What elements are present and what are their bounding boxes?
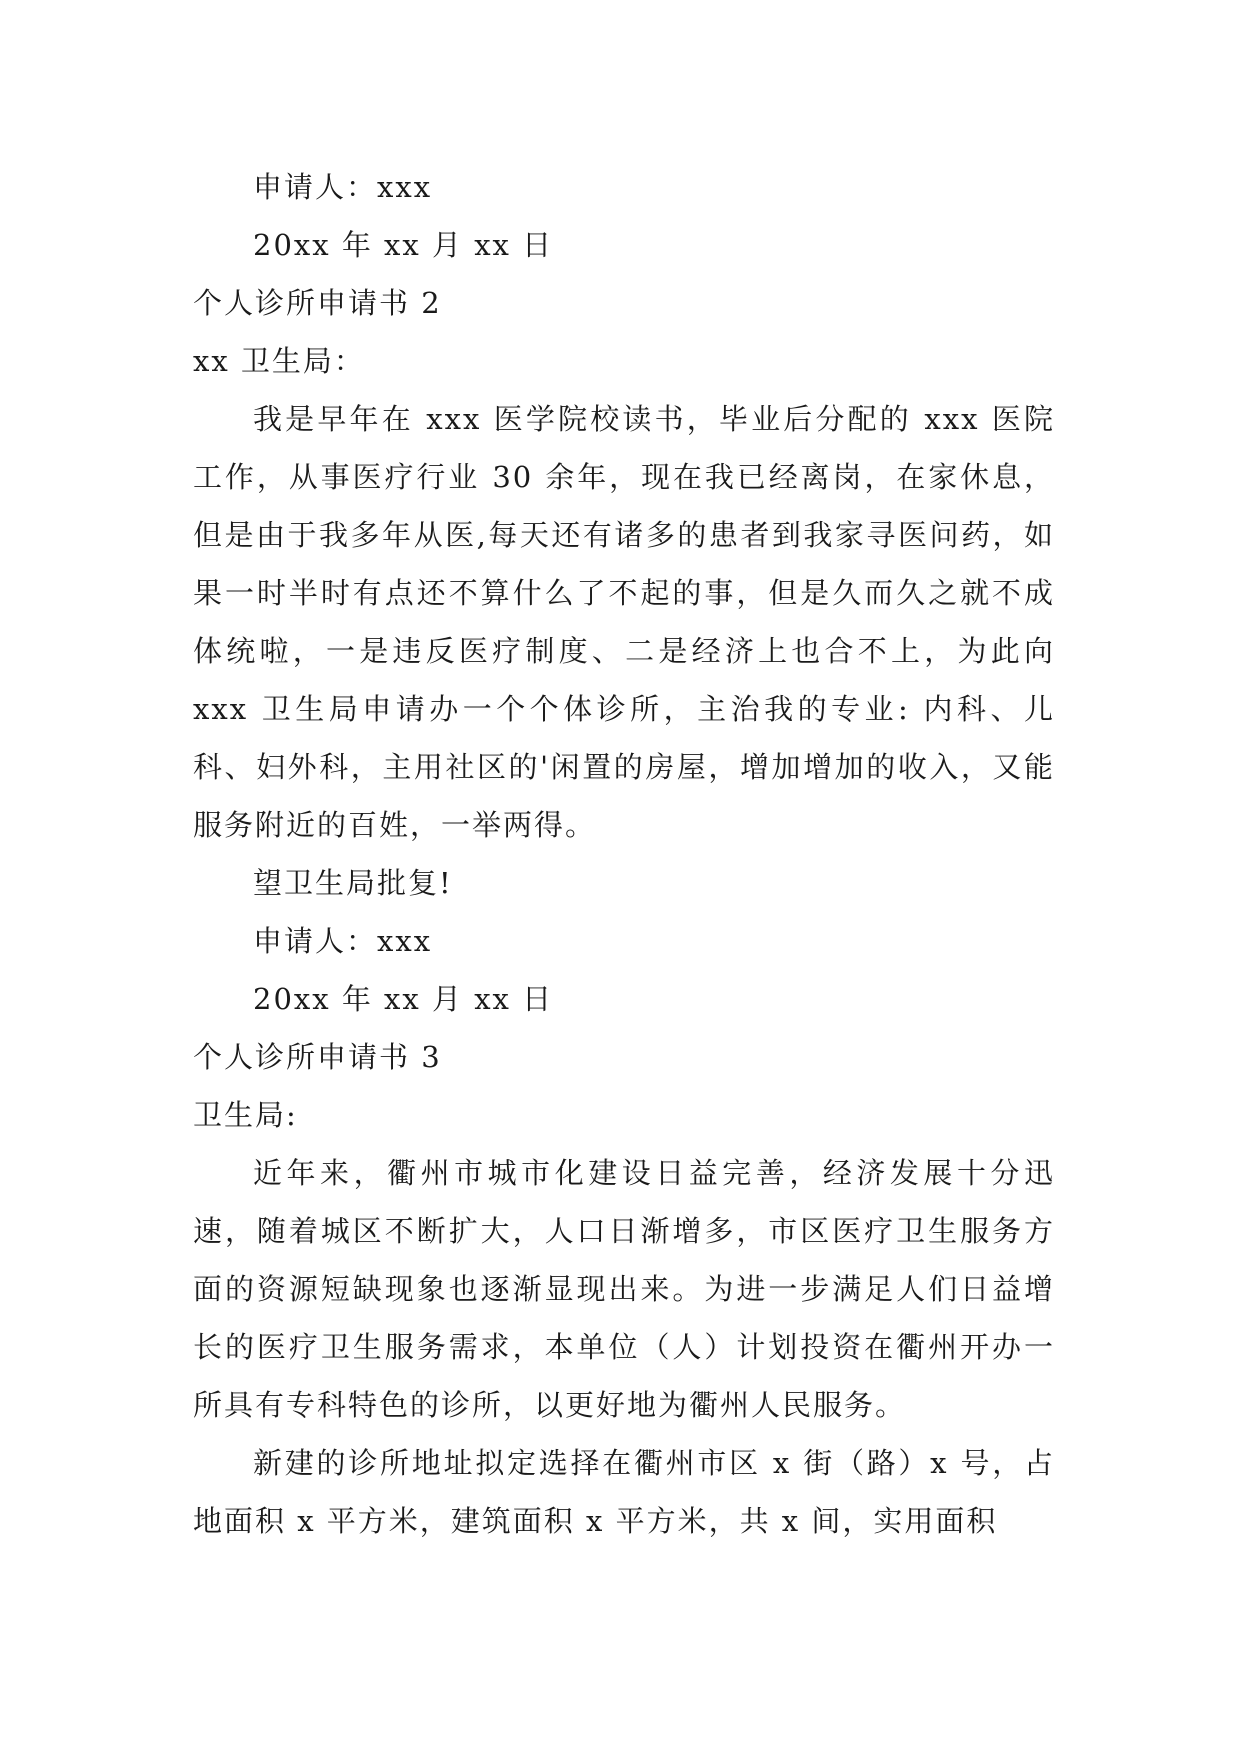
closing-line-2: 望卫生局批复! (253, 866, 453, 900)
date-line-1: 20xx 年 xx 月 xx 日 (253, 228, 554, 262)
applicant-signature-1: 申请人：xxx (253, 170, 433, 204)
body-paragraph-3b: 新建的诊所地址拟定选择在衢州市区 x 街（路）x 号，占地面积 x 平方米，建筑面积 x 平方米，共 x 间，实用面积 (193, 1446, 1055, 1538)
date-line-2: 20xx 年 xx 月 xx 日 (253, 982, 554, 1016)
body-paragraph-2: 我是早年在 xxx 医学院校读书，毕业后分配的 xxx 医院工作，从事医疗行业 30 余年，现在我已经离岗，在家休息，但是由于我多年从医,每天还有诸多的患者到我家寻医问药，如果一时半时有点还不算什么了不起的事，但是久而久之就不成体统啦，一是违反医疗制度、二是经济上也合不上，为此向 xxx 卫生局申请办一个个体诊所，主治我的专业: 内科、儿科、妇外科，主用社区的'闲置的房屋，增加增加的收入，又能服务附近的百姓，一举两得。 (193, 402, 1055, 842)
body-paragraph-3a: 近年来，衢州市城市化建设日益完善，经济发展十分迅速，随着城区不断扩大，人口日渐增多，市区医疗卫生服务方面的资源短缺现象也逐渐显现出来。为进一步满足人们日益增长的医疗卫生服务需求，本单位（人）计划投资在衢州开办一所具有专科特色的诊所，以更好地为衢州人民服务。 (193, 1156, 1055, 1422)
addressee-2: xx 卫生局： (193, 344, 365, 378)
document-content (193, 158, 1055, 1550)
addressee-3: 卫生局: (193, 1098, 298, 1132)
applicant-signature-2: 申请人：xxx (253, 924, 433, 958)
section-title-2: 个人诊所申请书 2 (193, 286, 442, 320)
section-title-3: 个人诊所申请书 3 (193, 1040, 442, 1074)
